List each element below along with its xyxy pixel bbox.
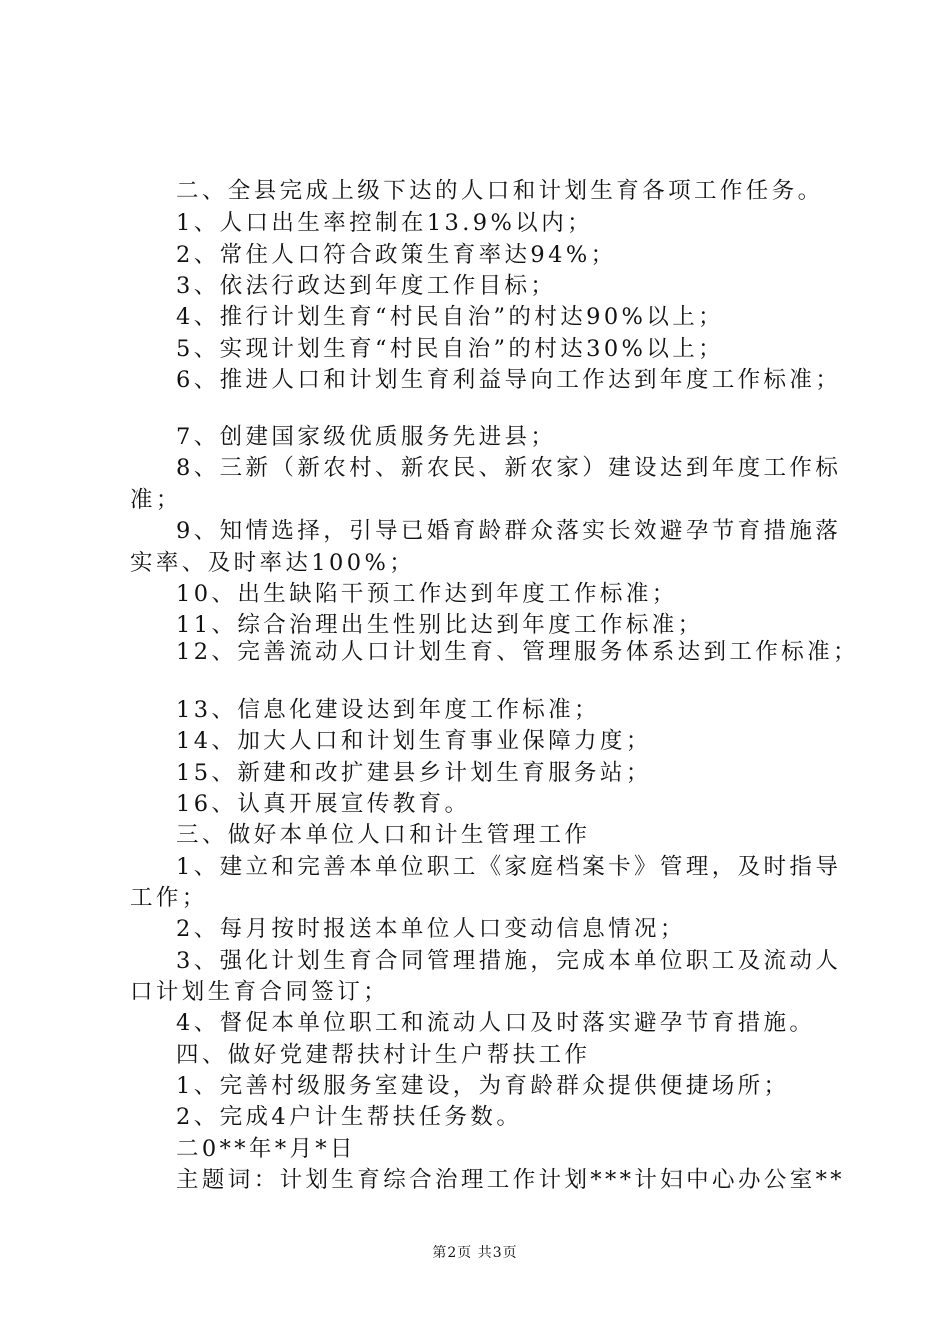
- text-line: 16、认真开展宣传教育。: [176, 791, 471, 817]
- text-line: 14、加大人口和计划生育事业保障力度；: [176, 728, 652, 754]
- text-line: 5、实现计划生育“村民自治”的村达30%以上；: [176, 336, 725, 362]
- text-line: 工作；: [130, 885, 208, 911]
- text-line: 3、强化计划生育合同管理措施，完成本单位职工及流动人: [176, 948, 842, 974]
- text-line: 二、全县完成上级下达的人口和计划生育各项工作任务。: [176, 178, 824, 204]
- text-line: 11、综合治理出生性别比达到年度工作标准；: [176, 612, 704, 638]
- text-line: 1、人口出生率控制在13.9%以内；: [176, 210, 593, 236]
- page-number: 第2页 共3页: [432, 1245, 518, 1261]
- text-line: 8、三新（新农村、新农民、新农家）建设达到年度工作标: [176, 455, 842, 481]
- text-line: 12、完善流动人口计划生育、管理服务体系达到工作标准；: [176, 639, 859, 665]
- text-line: 2、每月按时报送本单位人口变动信息情况；: [176, 916, 686, 942]
- text-line: 9、知情选择，引导已婚育龄群众落实长效避孕节育措施落: [176, 518, 842, 544]
- date-line: 二0**年*月*日: [176, 1136, 356, 1162]
- text-line: 实率、及时率达100%；: [130, 550, 416, 576]
- text-line: 7、创建国家级优质服务先进县；: [176, 424, 557, 450]
- text-line: 15、新建和改扩建县乡计划生育服务站；: [176, 760, 652, 786]
- text-line: 准；: [130, 487, 182, 513]
- text-line: 口计划生育合同签订；: [130, 979, 390, 1005]
- text-line: 1、建立和完善本单位职工《家庭档案卡》管理，及时指导: [176, 854, 842, 880]
- text-line: 1、完善村级服务室建设，为育龄群众提供便捷场所；: [176, 1073, 790, 1099]
- text-line: 2、常住人口符合政策生育率达94%；: [176, 242, 617, 268]
- text-line: 2、完成4户计生帮扶任务数。: [176, 1104, 523, 1130]
- text-line: 10、出生缺陷干预工作达到年度工作标准；: [176, 581, 678, 607]
- text-line: 13、信息化建设达到年度工作标准；: [176, 697, 600, 723]
- section-heading: 四、做好党建帮扶村计生户帮扶工作: [176, 1042, 591, 1068]
- text-line: 3、依法行政达到年度工作目标；: [176, 273, 557, 299]
- text-line: 4、推行计划生育“村民自治”的村达90%以上；: [176, 304, 725, 330]
- text-line: 4、督促本单位职工和流动人口及时落实避孕节育措施。: [176, 1010, 816, 1036]
- text-line: 6、推进人口和计划生育利益导向工作达到年度工作标准；: [176, 367, 842, 393]
- section-heading: 三、做好本单位人口和计生管理工作: [176, 822, 591, 848]
- keywords-line: 主题词：计划生育综合治理工作计划***计妇中心办公室**: [176, 1167, 845, 1193]
